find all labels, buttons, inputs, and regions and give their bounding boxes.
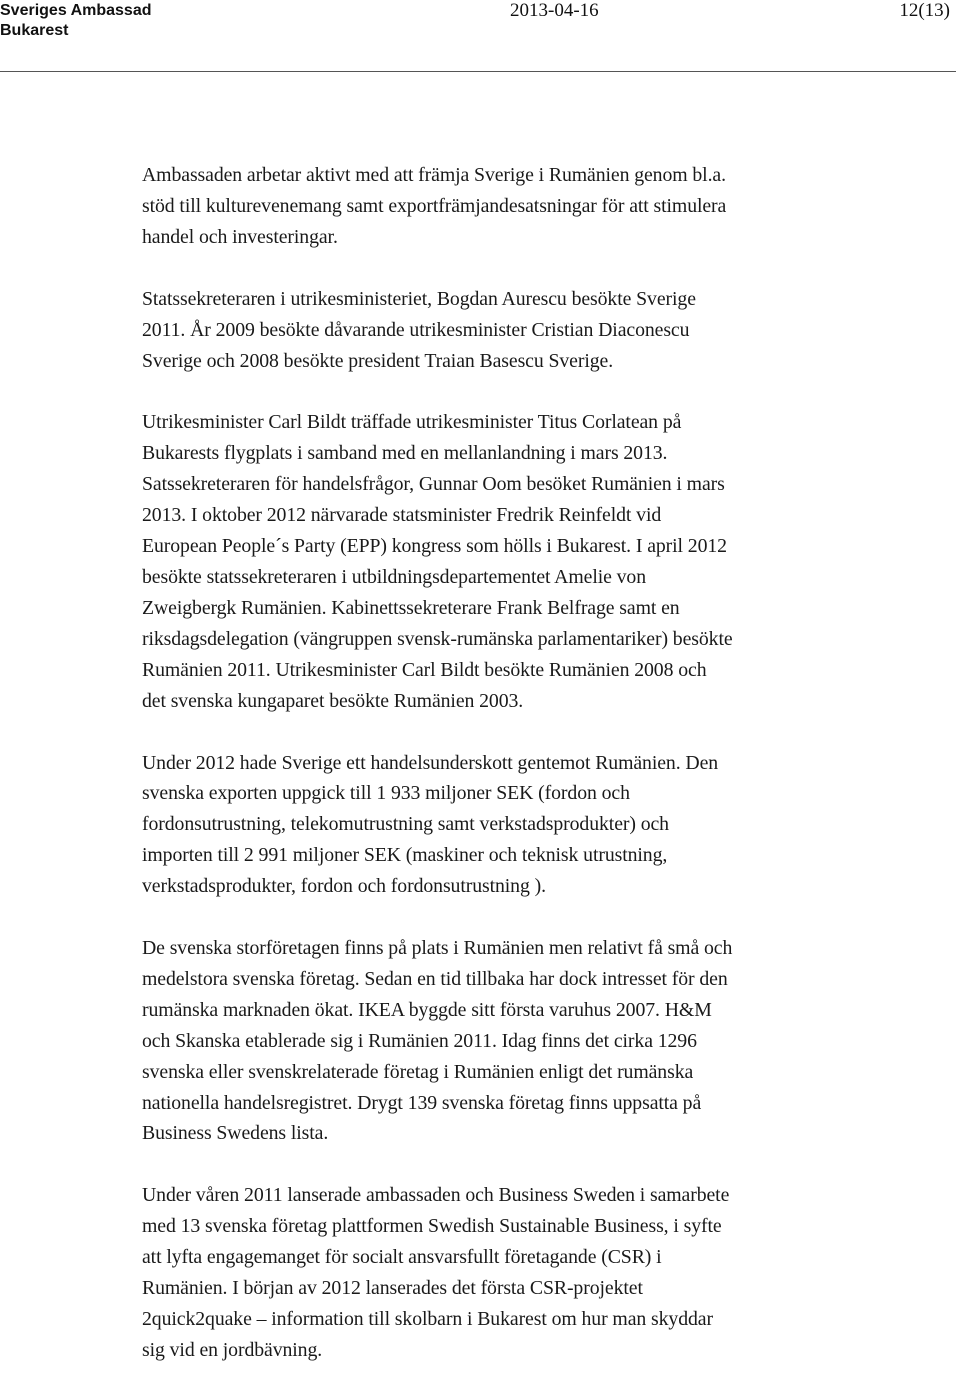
document-body	[142, 160, 932, 1397]
paragraph-3	[142, 407, 932, 716]
text-line: Statssekreteraren i utrikesministeriet, Bogdan Aurescu besökte Sverige	[142, 287, 696, 310]
text-line: verkstadsprodukter, fordon och fordonsutrustning ).	[142, 875, 546, 898]
text-line: Rumänien. I början av 2012 lanserades det första CSR-projektet	[142, 1277, 643, 1300]
header-org-name: Sveriges Ambassad	[0, 2, 152, 19]
text-line: svenska eller svenskrelaterade företag i Rumänien enligt det rumänska	[142, 1060, 694, 1083]
text-line: och Skanska etablerade sig i Rumänien 2011. Idag finns det cirka 1296	[142, 1029, 697, 1052]
paragraph-6	[142, 1180, 932, 1365]
text-line: 2quick2quake – information till skolbarn i Bukarest om hur man skyddar	[142, 1308, 713, 1330]
text-line: sig vid en jordbävning.	[142, 1338, 323, 1361]
text-line: 2013. I oktober 2012 närvarade statsminister Fredrik Reinfeldt vid	[142, 504, 662, 527]
text-line: fordonsutrustning, telekomutrustning samt verkstadsprodukter) och	[142, 813, 669, 836]
text-line: Under våren 2011 lanserade ambassaden och Business Sweden i samarbete	[142, 1184, 730, 1207]
text-line: Business Swedens lista.	[142, 1122, 329, 1145]
header-org-city: Bukarest	[0, 22, 69, 39]
text-line: importen till 2 991 miljoner SEK (maskiner och teknisk utrustning,	[142, 844, 668, 867]
text-line: Sverige och 2008 besökte president Traian Basescu Sverige.	[142, 349, 614, 372]
header-divider	[0, 71, 956, 72]
text-line: 2011. År 2009 besökte dåvarande utrikesminister Cristian Diaconescu	[142, 318, 690, 341]
text-line: European People´s Party (EPP) kongress som hölls i Bukarest. I april 2012	[142, 535, 727, 558]
text-line: Bukarests flygplats i samband med en mellanlandning i mars 2013.	[142, 442, 668, 465]
paragraph-4	[142, 748, 932, 903]
text-line: stöd till kulturevenemang samt exportfrämjandesatsningar för att stimulera	[142, 194, 727, 217]
text-line: Zweigbergk Rumänien. Kabinettssekreterare Frank Belfrage samt en	[142, 596, 680, 619]
text-line: det svenska kungaparet besökte Rumänien 2003.	[142, 689, 524, 712]
text-line: nationella handelsregistret. Drygt 139 svenska företag finns uppsatta på	[142, 1091, 702, 1114]
text-line: Ambassaden arbetar aktivt med att främja Sverige i Rumänien genom bl.a.	[142, 164, 726, 186]
text-line: rumänska marknaden ökat. IKEA byggde sitt första varuhus 2007. H&M	[142, 998, 712, 1021]
header-organization	[0, 1, 151, 41]
paragraph-1	[142, 160, 932, 253]
text-line: De svenska storföretagen finns på plats i Rumänien men relativt få små och	[142, 937, 733, 960]
paragraph-2	[142, 284, 932, 377]
text-line: med 13 svenska företag plattformen Swedish Sustainable Business, i syfte	[142, 1215, 722, 1238]
text-line: svenska exporten uppgick till 1 933 miljoner SEK (fordon och	[142, 782, 630, 805]
text-line: Utrikesminister Carl Bildt träffade utrikesminister Titus Corlatean på	[142, 411, 682, 434]
text-line: Satssekreteraren för handelsfrågor, Gunnar Oom besöket Rumänien i mars	[142, 473, 725, 496]
text-line: handel och investeringar.	[142, 225, 338, 248]
text-line: Rumänien 2011. Utrikesminister Carl Bildt besökte Rumänien 2008 och	[142, 658, 707, 681]
header-date: 2013-04-16	[510, 0, 599, 21]
text-line: att lyfta engagemanget för socialt ansvarsfullt företagande (CSR) i	[142, 1246, 662, 1269]
text-line: riksdagsdelegation (vängruppen svensk-rumänska parlamentariker) besökte	[142, 627, 733, 650]
paragraph-5	[142, 933, 932, 1149]
text-line: medelstora svenska företag. Sedan en tid tillbaka har dock intresset för den	[142, 967, 728, 990]
text-line: Under 2012 hade Sverige ett handelsunderskott gentemot Rumänien. Den	[142, 751, 719, 774]
page-header	[0, 0, 960, 80]
header-page-number: 12(13)	[899, 0, 950, 21]
text-line: besökte statssekreteraren i utbildningsdepartementet Amelie von	[142, 565, 647, 588]
